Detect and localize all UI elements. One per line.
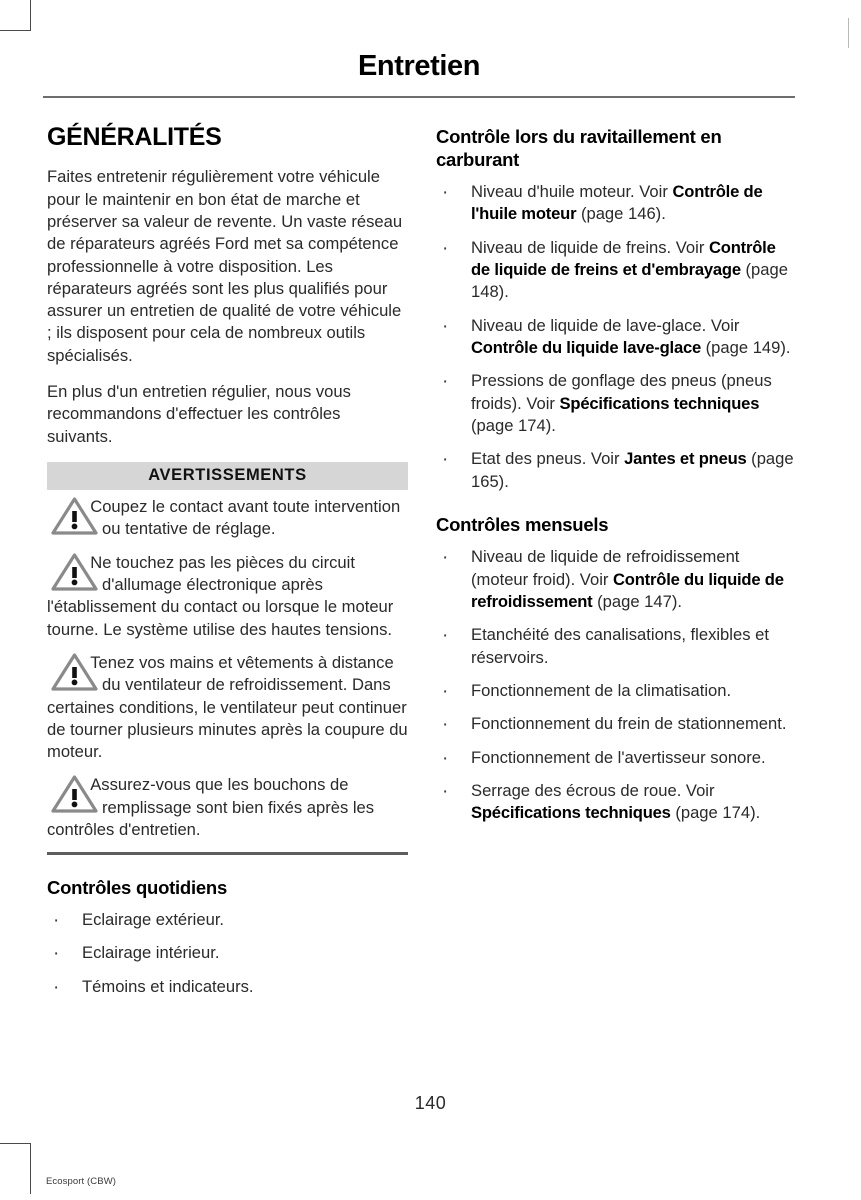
list-item [436,237,798,304]
list-item-text-pre: Etanchéité des canalisations, flexibles et réservoirs. [471,625,769,667]
warning-item [47,774,408,841]
list-item-text-pre: Etat des pneus. Voir [471,449,625,469]
list-item [436,713,798,735]
daily-checks-list [47,909,408,998]
section-heading-controles-quotidiens: Contrôles quotidiens [47,876,227,898]
list-item-text-pre: Serrage des écrous de roue. Voir [471,780,715,800]
crop-mark-bottom-left [0,1143,31,1194]
list-item-text-pre: Fonctionnement de l'avertisseur sonore. [471,747,766,767]
cross-reference: Contrôle du liquide de refroidissement [471,569,784,612]
monthly-checks-list [436,546,798,824]
warning-text: Assurez-vous que les bouchons de remplissage sont bien fixés après les contrôles d'entretien. [47,775,375,840]
list-item: · Eclairage extérieur. [47,909,408,931]
page-columns [0,124,861,1009]
refuelling-checks-list [436,181,798,493]
list-item [436,747,798,769]
section-heading-ravitaillement: Contrôle lors du ravitaillement en carburant [436,126,722,170]
list-item: · Témoins et indicateurs. [47,976,408,998]
section-heading-generalites: GÉNÉRALITÉS [47,123,222,151]
warning-text: Tenez vos mains et vêtements à distance du ventilateur de refroidissement. Dans certaines conditions, le ventilateur peut continuer de tourner plusieurs minutes après la coupure du moteur. [47,652,408,762]
list-item-text-pre: Niveau de liquide de lave-glace. Voir [471,315,740,335]
cross-reference: Spécifications techniques [559,393,760,413]
cross-reference: Jantes et pneus [624,449,747,469]
warnings-block [47,462,408,855]
list-item-text-pre: Pressions de gonflage des pneus (pneus froids). Voir [471,371,772,413]
warnings-title-bar: AVERTISSEMENTS [47,462,408,490]
left-column [0,124,430,1009]
warning-text: Ne touchez pas les pièces du circuit d'allumage électronique après l'établissement du contact ou lorsque le moteur tourne. Le système utilise des hautes tensions. [47,552,394,639]
list-item [436,624,798,669]
page-header [43,52,795,81]
list-item-text-post: (page 165). [471,449,794,491]
warning-item [47,552,408,641]
page-title: Entretien [357,50,481,82]
warning-item [47,496,408,541]
list-item-text-post: (page 146). [576,204,666,224]
list-item-text-post: (page 174). [670,803,761,823]
list-item-text-pre: Fonctionnement du frein de stationnement. [471,714,787,734]
list-item [436,680,798,702]
list-item-text-pre: Niveau de liquide de refroidissement (moteur froid). Voir [471,547,740,589]
list-item [436,546,798,613]
crop-mark-top-right [848,18,855,48]
cross-reference: Contrôle de liquide de freins et d'embrayage [471,237,776,280]
list-item-text-pre: Niveau de liquide de freins. Voir [471,237,709,257]
cross-reference: Spécifications techniques [471,803,671,823]
list-item-text-pre: Fonctionnement de la climatisation. [471,681,732,700]
list-item [436,315,798,360]
list-item-text-post: (page 147). [592,592,682,612]
list-item [436,370,798,437]
list-item: · Eclairage intérieur. [47,942,408,964]
header-divider [43,96,795,98]
footer-model-label: Ecosport (CBW) [46,1176,117,1187]
list-item [436,448,798,493]
warning-text: Coupez le contact avant toute intervention ou tentative de réglage. [90,497,401,539]
warnings-bottom-divider [47,852,408,854]
crop-mark-top-left [0,0,31,31]
list-item [436,181,798,226]
list-item-text-pre: Niveau d'huile moteur. Voir [471,182,673,202]
page-number: 140 [414,1093,447,1113]
intro-paragraph-1: Faites entretenir régulièrement votre véhicule pour le maintenir en bon état de marche et préserver sa valeur de revente. Un vaste réseau de réparateurs agréés Ford met sa compétence professionnelle à votre disposition. Les réparateurs agréés sont les plus qualifiés pour assurer un entretien de qualité de votre véhicule ; ils disposent pour cela de nombreux outils spécialisés. [47,167,403,365]
list-item-text-post: (page 148). [471,260,788,302]
warning-item [47,652,408,764]
right-column [430,124,861,1009]
list-item [436,780,798,825]
section-heading-controles-mensuels: Contrôles mensuels [436,513,609,535]
intro-paragraph-2: En plus d'un entretien régulier, nous vous recommandons d'effectuer les contrôles suivants. [47,382,351,446]
list-item-text-post: (page 149). [701,338,791,357]
cross-reference: Contrôle du liquide lave-glace [471,338,702,357]
cross-reference: Contrôle de l'huile moteur [471,182,763,224]
list-item-text-post: (page 174). [471,415,556,435]
